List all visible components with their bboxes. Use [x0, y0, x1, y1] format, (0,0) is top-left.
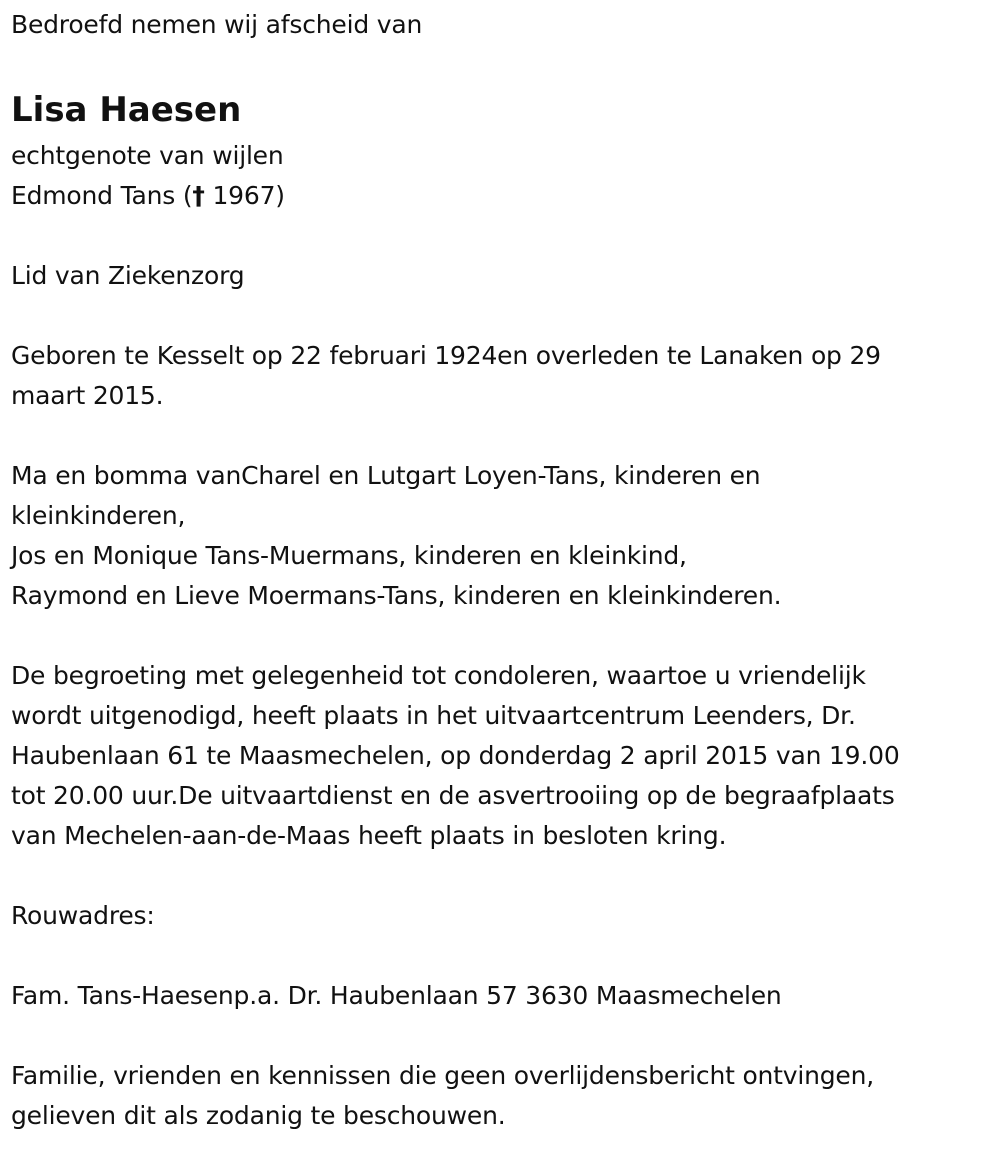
membership-text: Lid van Ziekenzorg: [11, 261, 245, 290]
birth-death-line-1: Geboren te Kesselt op 22 februari 1924en overleden te Lanaken op 29: [11, 341, 881, 370]
mourning-address: Fam. Tans-Haesenp.a. Dr. Haubenlaan 57 3630 Maasmechelen: [11, 981, 782, 1010]
ceremony-line-3: Haubenlaan 61 te Maasmechelen, op donderdag 2 april 2015 van 19.00: [11, 741, 900, 770]
intro-text: Bedroefd nemen wij afscheid van: [11, 10, 423, 39]
ceremony-line-1: De begroeting met gelegenheid tot condoleren, waartoe u vriendelijk: [11, 661, 866, 690]
spouse-relation: echtgenote van wijlen: [11, 141, 284, 170]
deceased-name: Lisa Haesen: [11, 90, 242, 130]
cross-icon: †: [192, 181, 205, 210]
family-line-2: kleinkinderen,: [11, 501, 186, 530]
ceremony-line-4: tot 20.00 uur.De uitvaartdienst en de asvertrooiing op de begraafplaats: [11, 781, 895, 810]
ceremony-line-5: van Mechelen-aan-de-Maas heeft plaats in besloten kring.: [11, 821, 727, 850]
family-line-3: Jos en Monique Tans-Muermans, kinderen en kleinkind,: [11, 541, 687, 570]
family-line-1: Ma en bomma vanCharel en Lutgart Loyen-Tans, kinderen en: [11, 461, 761, 490]
birth-death-line-2: maart 2015.: [11, 381, 164, 410]
obituary-notice: [11, 0, 986, 1136]
spouse-death-year: 1967): [212, 181, 285, 210]
ceremony-line-2: wordt uitgenodigd, heeft plaats in het uitvaartcentrum Leenders, Dr.: [11, 701, 856, 730]
spouse-name: Edmond Tans (: [11, 181, 193, 210]
spouse-line: [11, 176, 986, 216]
closing-line-2: gelieven dit als zodanig te beschouwen.: [11, 1101, 506, 1130]
address-label: Rouwadres:: [11, 901, 155, 930]
family-line-4: Raymond en Lieve Moermans-Tans, kinderen en kleinkinderen.: [11, 581, 782, 610]
closing-line-1: Familie, vrienden en kennissen die geen overlijdensbericht ontvingen,: [11, 1061, 875, 1090]
